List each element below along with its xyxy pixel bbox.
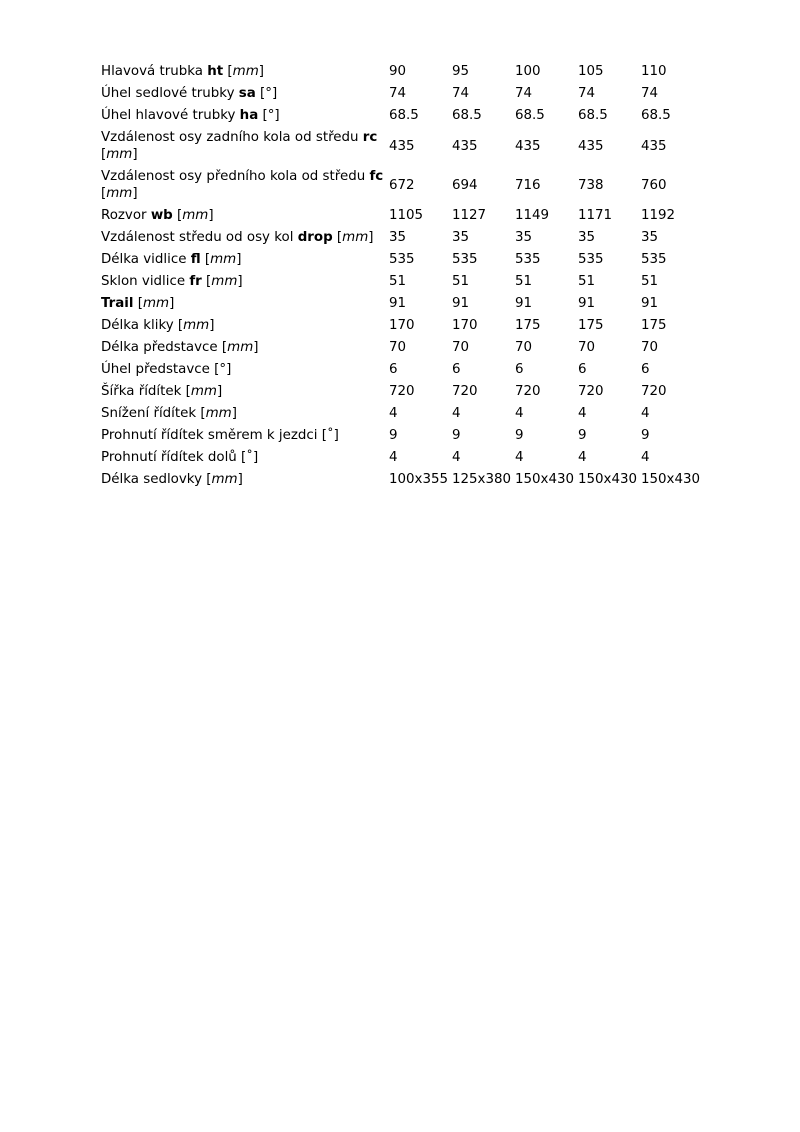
row-label <box>99 166 389 205</box>
table-row <box>99 359 704 381</box>
cell-value: 125x380 <box>452 472 512 487</box>
label-bracket-close: ] <box>132 186 138 201</box>
cell-value: 1171 <box>578 208 613 223</box>
table-row <box>99 249 704 271</box>
label-bracket: [ <box>206 472 212 487</box>
cell-value: 68.5 <box>515 108 545 123</box>
table-row <box>99 381 704 403</box>
cell-value: 435 <box>515 138 541 154</box>
cell-value: 1127 <box>452 208 487 223</box>
cell-value: 435 <box>641 138 667 154</box>
label-bracket: [°] <box>214 362 232 377</box>
cell-value: 535 <box>389 252 415 267</box>
cell-value: 74 <box>452 86 470 101</box>
cell-value: 535 <box>641 252 667 267</box>
label-text: Sklon vidlice <box>101 274 190 289</box>
row-label <box>99 381 389 403</box>
cell-value: 9 <box>578 428 587 443</box>
label-text: Prohnutí řídítek dolů <box>101 450 242 465</box>
label-unit: mm <box>227 340 254 355</box>
row-label <box>99 249 389 271</box>
label-bracket: [ <box>223 64 233 79</box>
label-unit: mm <box>106 186 133 201</box>
label-text: Délka vidlice <box>101 252 191 267</box>
cell-value: 175 <box>515 318 541 333</box>
cell-value: 4 <box>641 406 650 421</box>
row-label <box>99 315 389 337</box>
table-row <box>99 337 704 359</box>
label-bracket: [˚] <box>241 450 259 465</box>
cell-value: 4 <box>515 406 524 421</box>
cell-value: 6 <box>389 362 398 377</box>
cell-value: 51 <box>515 274 533 289</box>
label-symbol: sa <box>238 86 256 101</box>
cell-value: 4 <box>515 450 524 465</box>
cell-value: 720 <box>452 384 478 399</box>
label-unit: mm <box>210 252 237 267</box>
cell-value: 150x430 <box>641 472 701 487</box>
cell-value: 74 <box>515 86 533 101</box>
label-unit: mm <box>211 274 238 289</box>
label-text: Snížení řídítek <box>101 406 201 421</box>
label-symbol: drop <box>297 230 333 245</box>
label-bracket-close: ] <box>209 318 215 333</box>
table-row <box>99 83 704 105</box>
row-label <box>99 359 389 381</box>
cell-value: 35 <box>578 230 596 245</box>
geometry-table-body <box>99 61 704 491</box>
cell-value: 35 <box>641 230 659 245</box>
cell-value: 110 <box>641 64 667 79</box>
cell-value: 6 <box>452 362 461 377</box>
table-row <box>99 127 704 166</box>
cell-value: 51 <box>452 274 470 289</box>
label-bracket-close: ] <box>368 230 374 245</box>
geometry-table <box>99 61 704 491</box>
cell-value: 91 <box>452 296 470 311</box>
cell-value: 170 <box>389 318 415 333</box>
cell-value: 738 <box>578 177 604 193</box>
label-bracket-close: ] <box>258 64 264 79</box>
table-row <box>99 227 704 249</box>
label-unit: mm <box>232 64 259 79</box>
label-text: Úhel hlavové trubky <box>101 108 240 123</box>
cell-value: 175 <box>578 318 604 333</box>
label-text: Hlavová trubka <box>101 64 208 79</box>
table-row <box>99 315 704 337</box>
cell-value: 91 <box>641 296 659 311</box>
label-bracket: [ <box>185 384 191 399</box>
cell-value: 51 <box>389 274 407 289</box>
row-label <box>99 293 389 315</box>
cell-value: 70 <box>641 340 659 355</box>
cell-value: 1105 <box>389 208 424 223</box>
cell-value: 4 <box>578 406 587 421</box>
cell-value: 6 <box>515 362 524 377</box>
label-text: Délka představce <box>101 340 222 355</box>
cell-value: 9 <box>452 428 461 443</box>
cell-value: 68.5 <box>578 108 608 123</box>
row-label <box>99 105 389 127</box>
label-bracket-close: ] <box>132 147 138 162</box>
cell-value: 70 <box>515 340 533 355</box>
label-text: Vzdálenost osy zadního kola od středu <box>101 130 363 145</box>
label-unit: mm <box>190 384 217 399</box>
cell-value: 150x430 <box>515 472 575 487</box>
label-bracket: [˚] <box>321 428 339 443</box>
cell-value: 100 <box>515 64 541 79</box>
label-bracket: [ <box>201 274 212 289</box>
table-row <box>99 403 704 425</box>
cell-value: 4 <box>641 450 650 465</box>
cell-value: 90 <box>389 64 407 79</box>
cell-value: 35 <box>452 230 470 245</box>
label-text: Šířka řídítek <box>101 384 186 399</box>
row-label <box>99 227 389 249</box>
row-label <box>99 205 389 227</box>
label-symbol: rc <box>362 130 378 145</box>
label-unit: mm <box>183 318 210 333</box>
row-label <box>99 127 389 166</box>
label-bracket-close: ] <box>208 208 214 223</box>
cell-value: 175 <box>641 318 667 333</box>
cell-value: 4 <box>452 450 461 465</box>
cell-value: 100x355 <box>389 472 449 487</box>
label-bracket: [ <box>332 230 343 245</box>
table-row <box>99 293 704 315</box>
label-bracket-close: ] <box>216 384 223 399</box>
cell-value: 672 <box>389 177 415 193</box>
label-bracket-close: ] <box>236 252 242 267</box>
label-symbol: fc <box>369 169 384 184</box>
label-text: Úhel představce <box>101 362 215 377</box>
row-label <box>99 337 389 359</box>
cell-value: 716 <box>515 177 541 193</box>
row-label <box>99 403 389 425</box>
cell-value: 91 <box>389 296 407 311</box>
label-symbol: fr <box>189 274 202 289</box>
cell-value: 1192 <box>641 208 676 223</box>
label-text: Rozvor <box>101 208 151 223</box>
label-unit: mm <box>342 230 369 245</box>
cell-value: 9 <box>389 428 398 443</box>
label-unit: mm <box>106 147 133 162</box>
row-label <box>99 469 389 491</box>
cell-value: 720 <box>515 384 541 399</box>
cell-value: 91 <box>515 296 533 311</box>
cell-value: 70 <box>578 340 596 355</box>
cell-value: 4 <box>578 450 587 465</box>
label-bracket: [ <box>200 406 206 421</box>
label-bracket: [ <box>221 340 228 355</box>
label-text: Délka kliky <box>101 318 178 333</box>
label-bracket-close: ] <box>169 296 175 311</box>
table-row <box>99 425 704 447</box>
label-unit: mm <box>142 296 170 311</box>
label-bracket-close: ] <box>237 472 243 487</box>
cell-value: 720 <box>641 384 667 399</box>
cell-value: 35 <box>389 230 407 245</box>
table-row <box>99 271 704 293</box>
cell-value: 760 <box>641 177 667 193</box>
cell-value: 150x430 <box>578 472 638 487</box>
cell-value: 68.5 <box>641 108 671 123</box>
cell-value: 51 <box>578 274 596 289</box>
cell-value: 4 <box>452 406 461 421</box>
label-symbol: ha <box>239 108 259 123</box>
cell-value: 435 <box>578 138 604 154</box>
cell-value: 70 <box>452 340 470 355</box>
cell-value: 6 <box>578 362 587 377</box>
label-bracket: [ <box>172 208 183 223</box>
label-text: Prohnutí řídítek směrem k jezdci <box>101 428 322 443</box>
table-row <box>99 205 704 227</box>
label-text: Úhel sedlové trubky <box>101 86 239 101</box>
label-bracket: [ <box>101 186 107 201</box>
table-row <box>99 105 704 127</box>
cell-value: 6 <box>641 362 650 377</box>
label-bracket-close: ] <box>253 340 259 355</box>
row-label <box>99 83 389 105</box>
label-unit: mm <box>205 406 232 421</box>
cell-value: 74 <box>578 86 596 101</box>
label-symbol: ht <box>207 64 224 79</box>
table-row <box>99 447 704 469</box>
cell-value: 435 <box>452 138 478 154</box>
cell-value: 105 <box>578 64 604 79</box>
label-bracket-close: ] <box>231 406 237 421</box>
cell-value: 51 <box>641 274 659 289</box>
label-symbol: Trail <box>101 296 134 311</box>
cell-value: 4 <box>389 406 398 421</box>
table-row <box>99 166 704 205</box>
cell-value: 1149 <box>515 208 550 223</box>
row-label <box>99 447 389 469</box>
cell-value: 435 <box>389 138 415 154</box>
label-unit: mm <box>211 472 238 487</box>
cell-value: 91 <box>578 296 596 311</box>
label-unit: mm <box>182 208 209 223</box>
table-row <box>99 469 704 491</box>
cell-value: 74 <box>641 86 659 101</box>
cell-value: 170 <box>452 318 478 333</box>
cell-value: 68.5 <box>389 108 419 123</box>
cell-value: 74 <box>389 86 407 101</box>
cell-value: 35 <box>515 230 533 245</box>
cell-value: 68.5 <box>452 108 482 123</box>
row-label <box>99 61 389 83</box>
cell-value: 95 <box>452 64 470 79</box>
label-bracket: [ <box>177 318 184 333</box>
cell-value: 70 <box>389 340 407 355</box>
label-symbol: fl <box>190 252 201 267</box>
label-text: Vzdálenost osy předního kola od středu <box>101 169 370 184</box>
cell-value: 4 <box>389 450 398 465</box>
label-bracket: [ <box>200 252 211 267</box>
label-text: Délka sedlovky <box>101 472 207 487</box>
row-label <box>99 271 389 293</box>
cell-value: 535 <box>452 252 478 267</box>
cell-value: 9 <box>641 428 650 443</box>
row-label <box>99 425 389 447</box>
label-bracket: [°] <box>255 86 278 101</box>
cell-value: 9 <box>515 428 524 443</box>
label-bracket: [°] <box>258 108 280 123</box>
label-symbol: wb <box>150 208 173 223</box>
label-bracket: [ <box>101 147 107 162</box>
table-row <box>99 61 704 83</box>
cell-value: 535 <box>578 252 604 267</box>
label-bracket: [ <box>133 296 143 311</box>
label-bracket-close: ] <box>237 274 243 289</box>
cell-value: 720 <box>578 384 604 399</box>
cell-value: 694 <box>452 177 478 193</box>
cell-value: 535 <box>515 252 541 267</box>
label-text: Vzdálenost středu od osy kol <box>101 230 298 245</box>
cell-value: 720 <box>389 384 415 399</box>
